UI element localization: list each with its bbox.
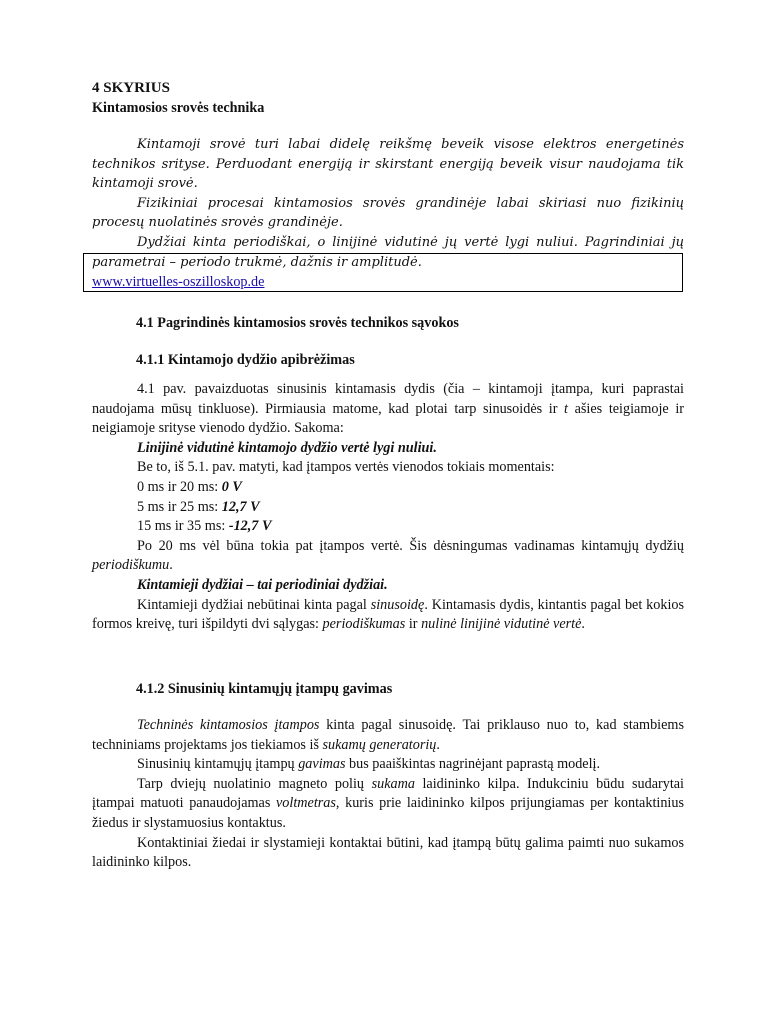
section-4-1-2-title: 4.1.2 Sinusinių kintamųjų įtampų gavimas [136,681,393,697]
generation-paragraph-4: Kontaktiniai žiedai ir slystamieji kontaktai būtini, kad įtampą būtų galima paimti nuo sukamos laidininko kilpos. [92,834,684,871]
link-box [83,253,683,292]
chapter-title: Kintamosios srovės technika [92,100,265,116]
intro-block [92,135,684,272]
intro-paragraph-2: Fizikiniai procesai kintamosios srovės grandinėje labai skiriasi nuo fizikinių procesų nuolatinės srovės grandinėje. [92,195,684,231]
statement-mean-zero: Linijinė vidutinė kintamojo dydžio vertė lygi nuliui. [137,439,437,456]
statement-periodic: Kintamieji dydžiai – tai periodiniai dydžiai. [137,576,388,593]
definition-paragraph-1: 4.1 pav. pavaizduotas sinusinis kintamasis dydis (čia – kintamoji įtampa, kuri paprastai naudojama mūsų tinkluose). Pirmiausia matome, kad plotai tarp sinusoidės ir t ašies teigiamoje ir neigiamoje srityse vienodo dydžio. Sakoma: [92,381,684,437]
oscilloscope-link[interactable]: www.virtuelles-oszilloskop.de [92,274,265,290]
definition-paragraph-4: Kintamieji dydžiai nebūtinai kinta pagal sinusoidę. Kintamasis dydis, kintantis pagal bet kokios formos kreivę, turi išpildyti dvi sąlygas: periodiškumas ir nulinė linijinė vidutinė vertė. [92,596,684,633]
moment-line-1: 0 ms ir 20 ms: 0 V [137,478,242,495]
chapter-number: 4 SKYRIUS [92,80,170,96]
generation-paragraph-2: Sinusinių kintamųjų įtampų gavimas bus paaiškintas nagrinėjant paprastą modelį. [137,756,601,773]
section-4-1-1-heading [136,350,684,370]
section-4-1-1-body [92,380,684,635]
moment-line-2: 5 ms ir 25 ms: 12,7 V [137,498,260,515]
chapter-heading [92,78,684,118]
definition-paragraph-3: Po 20 ms vėl būna tokia pat įtampos vertė. Šis dėsningumas vadinamas kintamųjų dydžių periodiškumu. [92,537,684,574]
section-4-1-2-heading [136,679,684,699]
intro-paragraph-3: Dydžiai kinta periodiškai, o linijinė vidutinė jų vertė lygi nuliui. Pagrindiniai jų parametrai – periodo trukmė, dažnis ir amplitudė. [92,234,684,270]
moment-line-3: 15 ms ir 35 ms: -12,7 V [137,518,272,535]
generation-paragraph-1: Techninės kintamosios įtampos kinta pagal sinusoidę. Tai priklauso nuo to, kad stambiems techniniams projektams jos tiekiamos iš sukamų generatorių. [92,717,684,753]
section-4-1-heading [136,313,684,333]
generation-paragraph-3: Tarp dviejų nuolatinio magneto polių sukama laidininko kilpa. Indukciniu būdu sudarytai įtampai matuoti panaudojamas voltmetras, kuris prie laidininko kilpos prijungiamas per kontaktinius žiedus ir slystamuosius kontaktus. [92,775,684,831]
section-4-1-1-title: 4.1.1 Kintamojo dydžio apibrėžimas [136,352,355,368]
section-4-1-2-body [92,716,684,873]
section-4-1-title: 4.1 Pagrindinės kintamosios srovės technikos sąvokos [136,315,459,331]
intro-paragraph-1: Kintamoji srovė turi labai didelę reikšmę beveik visose elektros energetinės technikos srityse. Perduodant energiją ir skirstant energiją beveik visur naudojama tik kintamoji srovė. [92,137,684,192]
definition-paragraph-2: Be to, iš 5.1. pav. matyti, kad įtampos vertės vienodos tokiais momentais: [137,459,555,476]
